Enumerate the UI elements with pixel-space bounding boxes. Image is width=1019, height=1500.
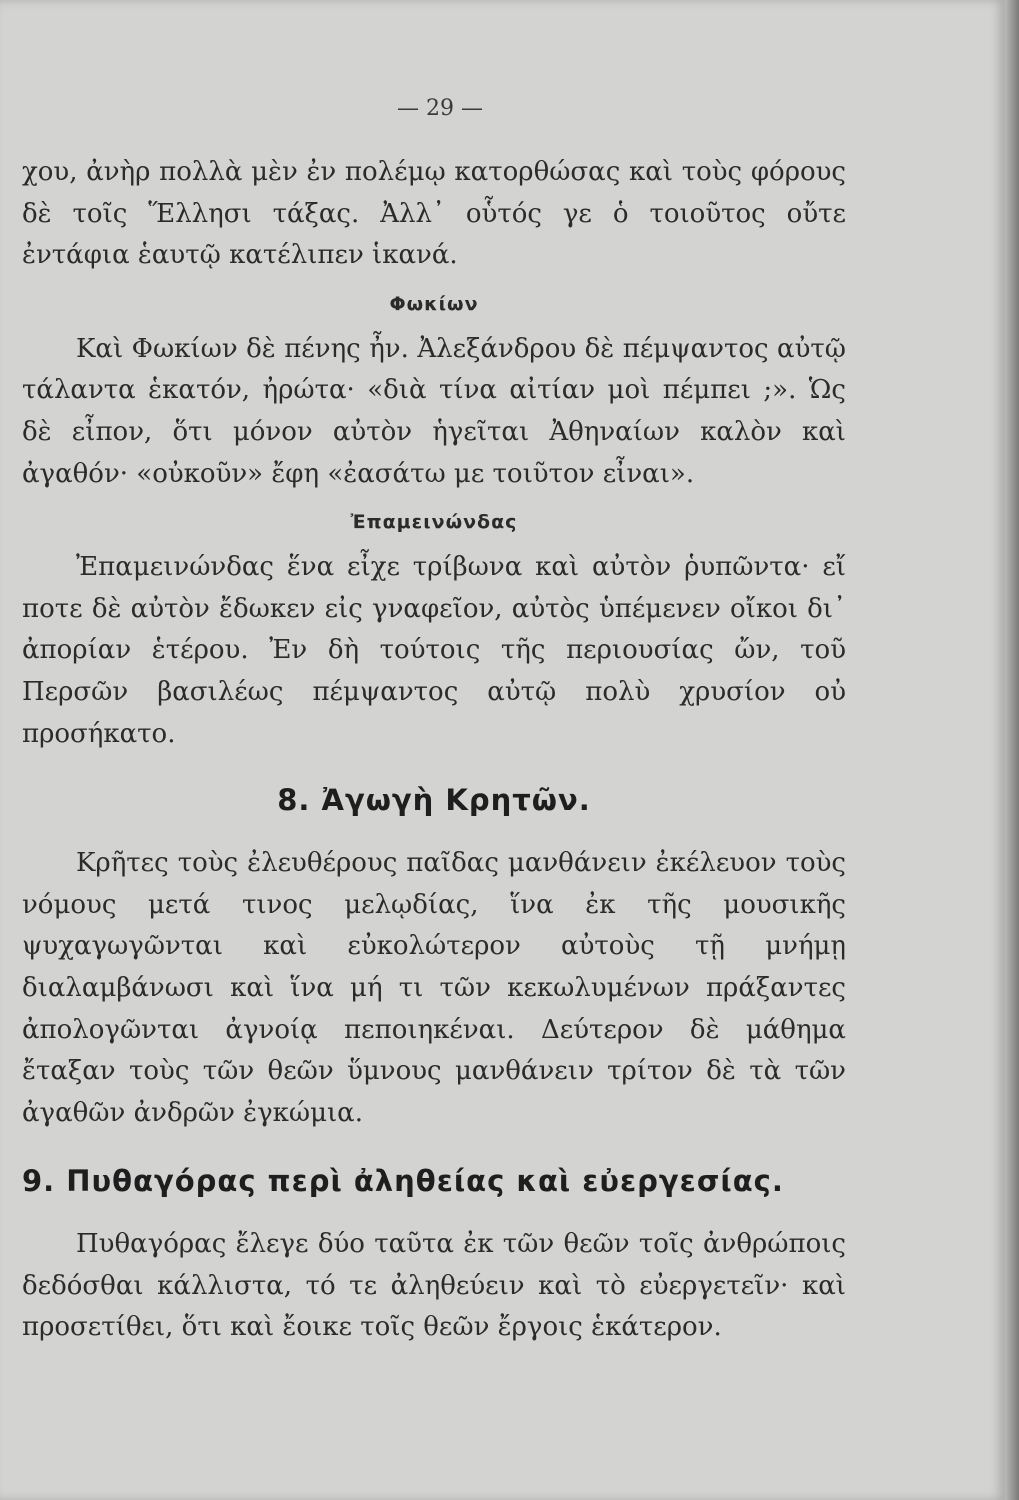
section-heading-9: 9. Πυθαγόρας περὶ ἀληθείας καὶ εὐεργεσίας. — [22, 1164, 784, 1199]
page-edge-shadow — [1005, 0, 1019, 1500]
paragraph-cretans: Κρῆτες τοὺς ἐλευθέρους παῖδας μανθάνειν ἐκέλευον τοὺς νόμους μετά τινος μελῳδίας, ἵνα ἐκ τῆς μουσικῆς ψυχαγωγῶνται καὶ εὐκολώτερον αὐτοὺς τῇ μνήμῃ διαλαμβάνωσι καὶ ἵνα μή τι τῶν κεκωλυμένων πράξαντες ἀπολογῶνται ἀγνοίᾳ πεποιηκέναι. Δεύτερον δὲ μάθημα ἔταξαν τοὺς τῶν θεῶν ὕμνους μανθάνειν τρίτον δὲ τὰ τῶν ἀγαθῶν ἀνδρῶν ἐγκώμια. — [22, 848, 846, 1128]
heading-phokion: Φωκίων — [389, 292, 479, 315]
heading-epaminondas: Ἐπαμεινώνδας — [350, 511, 518, 534]
page-number: — 29 — — [397, 96, 483, 121]
paragraph-continuation: χου, ἀνὴρ πολλὰ μὲν ἐν πολέμῳ κατορθώσας καὶ τοὺς φόρους δὲ τοῖς Ἕλλησι τάξας. Ἀλλ᾽ οὗτός γε ὁ τοιοῦτος οὔτε ἐντάφια ἑαυτῷ κατέλιπεν ἱκανά. — [22, 157, 846, 271]
paragraph-pythagoras: Πυθαγόρας ἔλεγε δύο ταῦτα ἐκ τῶν θεῶν τοῖς ἀνθρώποις δεδόσθαι κάλλιστα, τό τε ἀληθεύειν καὶ τὸ εὐεργετεῖν· καὶ προσετίθει, ὅτι καὶ ἔοικε τοῖς θεῶν ἔργοις ἑκάτερον. — [22, 1229, 846, 1343]
page-body — [22, 152, 846, 1349]
section-heading-8: 8. Ἀγωγὴ Κρητῶν. — [277, 783, 591, 818]
paragraph-phokion: Καὶ Φωκίων δὲ πένης ἦν. Ἀλεξάνδρου δὲ πέμψαντος αὐτῷ τάλαντα ἑκατόν, ἠρώτα· «διὰ τίνα αἰτίαν μοὶ πέμπει ;». Ὡς δὲ εἶπον, ὅτι μόνον αὐτὸν ἡγεῖται Ἀθηναίων καλὸν καὶ ἀγαθόν· «οὐκοῦν» ἔφη «ἐασάτω με τοιῦτον εἶναι». — [22, 333, 846, 489]
paragraph-epaminondas: Ἐπαμεινώνδας ἕνα εἶχε τρίβωνα καὶ αὐτὸν ῥυπῶντα· εἴ ποτε δὲ αὐτὸν ἔδωκεν εἰς γναφεῖον, αὐτὸς ὑπέμενεν οἴκοι δι᾽ ἀπορίαν ἑτέρου. Ἐν δὴ τούτοις τῆς περιουσίας ὤν, τοῦ Περσῶν βασιλέως πέμψαντος αὐτῷ πολὺ χρυσίον οὐ προσήκατο. — [22, 552, 846, 749]
